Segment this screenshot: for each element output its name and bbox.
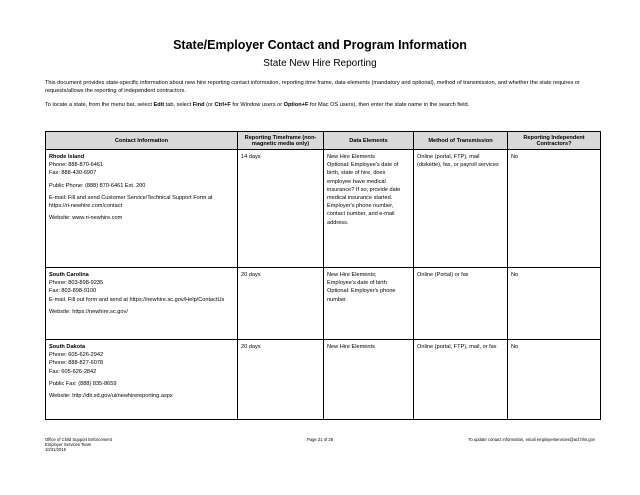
contact-line: Website: https://newhire.sc.gov/ <box>49 308 128 315</box>
table-row <box>46 340 601 420</box>
contractors-cell: No <box>508 340 601 420</box>
state-info-table <box>45 131 601 420</box>
page-title: State/Employer Contact and Program Information <box>173 38 467 52</box>
contact-line: E-mail: Fill and send Customer Service/Technical Support Form at https://ri-newhire.com/contact <box>49 194 213 210</box>
header-contractors: Reporting Independent Contractors? <box>508 132 601 150</box>
footer-page-number: Page 21 of 28 <box>306 437 334 442</box>
contact-line: Phone: 888-870-6461 <box>49 162 104 169</box>
contact-line: Phone: 605-626-2942 <box>49 352 104 359</box>
method-cell: Online (Portal) or fax <box>414 268 508 340</box>
state-name: South Carolina <box>49 272 89 278</box>
element-line: Optional: Employee's date of birth, state of hire, does employee have medical insurance? If so, provide date medical insurance started. Employer's phone number, contact number, and e-mail address. <box>327 162 401 226</box>
contractors-cell: No <box>508 268 601 340</box>
intro-paragraph-2: To locate a state, from the menu bar, select Edit tab, select Find (or Ctrl+F for Window users or Option+F for Mac OS users), then enter the state name in the search field. <box>45 102 470 109</box>
element-line: Employee's date of birth <box>327 280 387 287</box>
timeframe-cell: 20 days <box>238 340 324 420</box>
elements-cell <box>324 340 414 420</box>
element-line: New Hire Elements; <box>327 272 377 278</box>
elements-cell <box>324 150 414 268</box>
state-name: South Dakota <box>49 344 86 350</box>
table-row <box>46 268 601 340</box>
contractors-cell: No <box>508 150 601 268</box>
footer-left: Office of Child Support Enforcement Employer Services Team 10/31/2015 <box>45 437 112 452</box>
table-row <box>46 150 601 268</box>
contact-line: E-mail. Fill out form and send at https://newhire.sc.gov/Help/ContactUs <box>49 296 225 303</box>
table-header-row <box>46 132 601 150</box>
timeframe-cell: 20 days <box>238 268 324 340</box>
contact-cell <box>46 268 238 340</box>
header-timeframe: Reporting Timeframe (non-magnetic media only) <box>238 132 324 150</box>
method-cell: Online (portal, FTP), mail, or fax <box>414 340 508 420</box>
contact-line: Website: www.ri-newhire.com <box>49 215 123 222</box>
contact-line: Public Phone: (888) 870-6461 Ext. 200 <box>49 182 146 189</box>
element-line: New Hire Elements <box>327 344 375 350</box>
contact-line: Public Fax: (888) 835-8659 <box>49 380 117 387</box>
state-name: Rhode Island <box>49 154 85 160</box>
header-method: Method of Transmission <box>414 132 508 150</box>
contact-cell <box>46 340 238 420</box>
header-elements: Data Elements <box>324 132 414 150</box>
intro-text <box>45 79 600 116</box>
contact-line: Fax: 803-898-9100 <box>49 288 97 295</box>
header-contact: Contact Information <box>46 132 238 150</box>
footer-right: To update contact information, email employerservices@acf.hhs.gov <box>468 437 595 442</box>
intro-paragraph-1: This document provides state-specific information about new hire reporting contact information, reporting time frame, data elements (mandatory and optional), method of transmission, and whether the state requires or requests/allows the reporting of independent contractors. <box>45 80 580 95</box>
contact-line: Phone: 803-898-9235 <box>49 280 104 287</box>
contact-line: Website: http://dlr.sd.gov/ui/newhirereporting.aspx <box>49 393 173 400</box>
element-line: New Hire Elements <box>327 154 375 160</box>
contact-line: Fax: 605-626-2842 <box>49 368 97 375</box>
page-subtitle: State New Hire Reporting <box>263 58 377 69</box>
contact-line: Phone: 888-827-6078 <box>49 360 104 367</box>
element-line: Optional: Employer's phone number <box>327 288 396 303</box>
method-cell: Online (portal, FTP), mail (diskette), fax, or payroll services <box>414 150 508 268</box>
timeframe-cell: 14 days <box>238 150 324 268</box>
elements-cell <box>324 268 414 340</box>
contact-line: Fax: 888-430-6907 <box>49 170 97 177</box>
contact-cell <box>46 150 238 268</box>
